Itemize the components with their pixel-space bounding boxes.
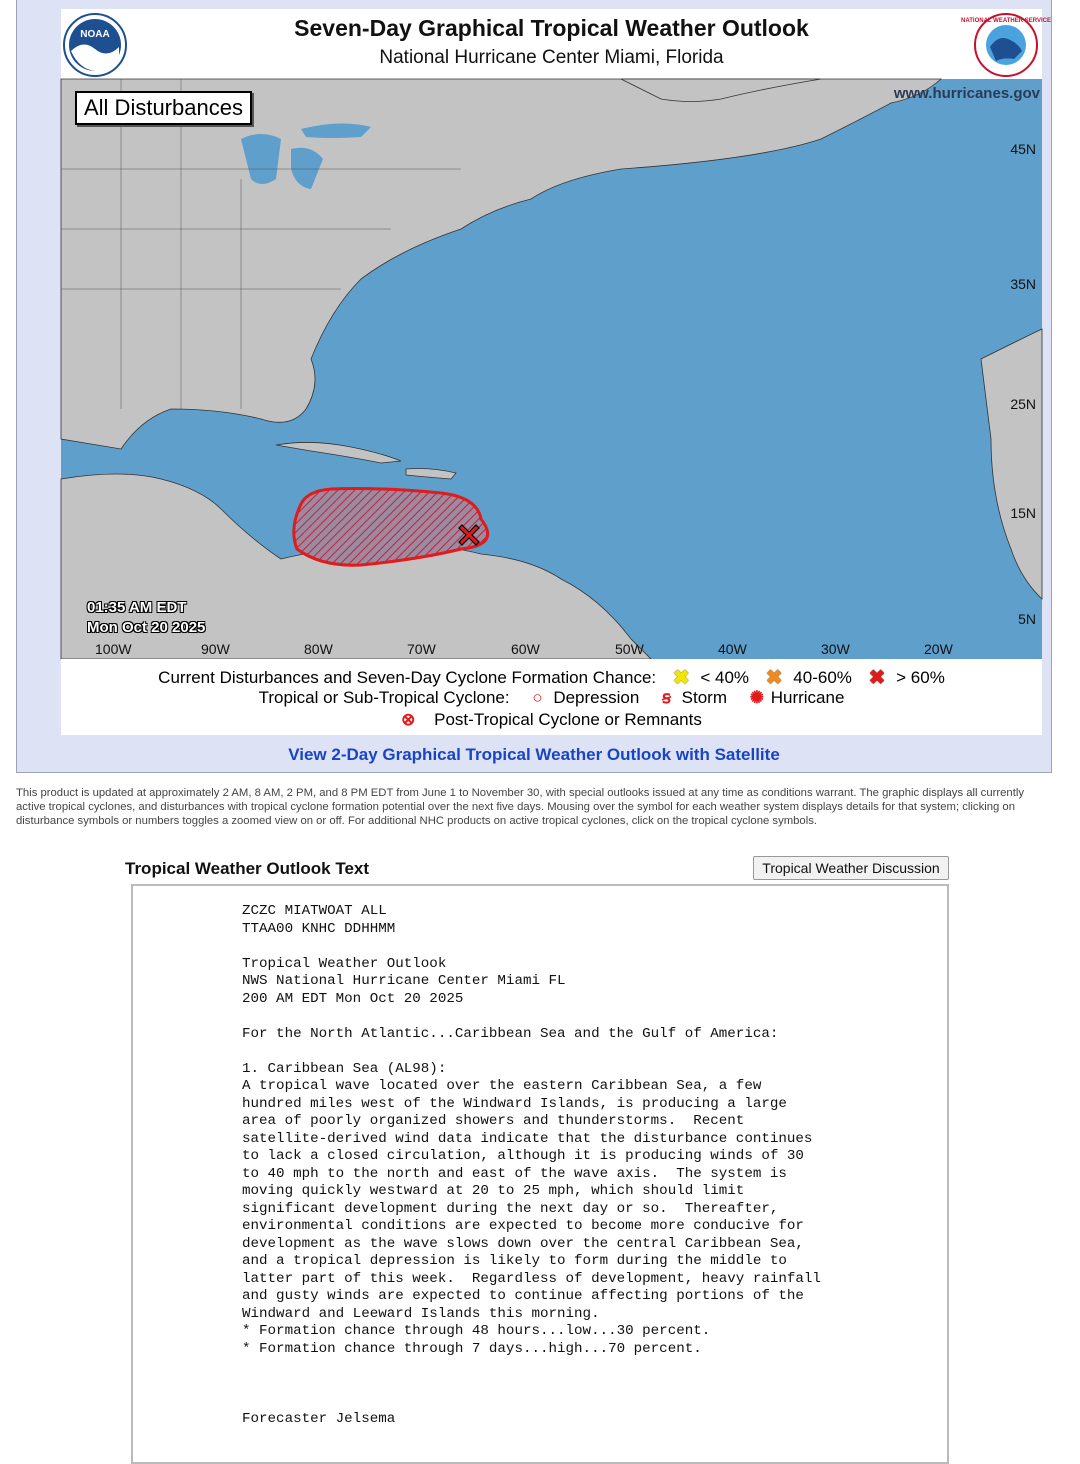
- legend-hurricane: Hurricane: [770, 687, 845, 707]
- atlantic-map[interactable]: [61, 79, 1042, 659]
- legend-cyclone-label: Tropical or Sub-Tropical Cyclone:: [258, 687, 510, 707]
- latitude-label: 35N: [1010, 276, 1036, 292]
- legend-depression: Depression: [553, 687, 640, 707]
- latitude-label: 25N: [1010, 396, 1036, 412]
- site-label: www.hurricanes.gov: [893, 85, 1040, 102]
- longitude-label: 20W: [924, 641, 953, 657]
- two-day-outlook-link[interactable]: View 2-Day Graphical Tropical Weather Outlook with Satellite: [288, 745, 780, 764]
- legend-storm: Storm: [681, 687, 727, 707]
- medium-chance-icon: ✖: [765, 667, 783, 689]
- low-chance-icon: ✖: [672, 667, 690, 689]
- latitude-label: 5N: [1018, 611, 1036, 627]
- post-tropical-icon: ⊗: [401, 709, 416, 729]
- disturbance-overlay: [61, 79, 1042, 659]
- longitude-label: 70W: [407, 641, 436, 657]
- legend-medium: 40-60%: [793, 667, 852, 687]
- longitude-label: 40W: [718, 641, 747, 657]
- update-note: This product is updated at approximately 2 AM, 8 AM, 2 PM, and 8 PM EDT from June 1 to November 30, with special outlooks issued at any time as conditions warrant. The graphic displays all currently active tropical cyclones, and disturbances with tropical cyclone formation potential over the next five days. Mousing over the symbol for each weather system displays details for that system; clicking on disturbance symbols or numbers toggles a zoomed view on or off. For additional NHC products on active tropical cyclones, click on the tropical cyclone symbols.: [16, 787, 1024, 827]
- disturbance-count-strip: [17, 0, 1051, 9]
- issue-time: 01:35 AM EDT: [87, 599, 187, 616]
- svg-text:NOAA: NOAA: [80, 29, 110, 40]
- outlook-text-box[interactable]: [131, 884, 949, 1464]
- longitude-label: 80W: [304, 641, 333, 657]
- graphic-header: [61, 9, 1051, 79]
- svg-text:NATIONAL WEATHER SERVICE: NATIONAL WEATHER SERVICE: [961, 18, 1051, 24]
- graphic-title: Seven-Day Graphical Tropical Weather Outlook: [294, 15, 809, 41]
- issue-date: Mon Oct 20 2025: [87, 619, 206, 636]
- map-legend: [61, 659, 1042, 735]
- longitude-label: 60W: [511, 641, 540, 657]
- legend-post-tropical: Post-Tropical Cyclone or Remnants: [434, 709, 702, 729]
- longitude-label: 50W: [615, 641, 644, 657]
- disturbance-area[interactable]: [294, 489, 488, 566]
- high-chance-icon: ✖: [868, 667, 886, 689]
- longitude-label: 30W: [821, 641, 850, 657]
- depression-icon: ○: [532, 687, 543, 707]
- hurricane-icon: ✺: [749, 687, 764, 707]
- longitude-label: 100W: [95, 641, 132, 657]
- legend-high: > 60%: [896, 667, 945, 687]
- scope-label: All Disturbances: [75, 91, 252, 125]
- outlook-graphic: [61, 9, 1051, 735]
- latitude-label: 15N: [1010, 505, 1036, 521]
- longitude-label: 90W: [201, 641, 230, 657]
- outlook-text: ZCZC MIATWOAT ALL TTAA00 KNHC DDHHMM Tropical Weather Outlook NWS National Hurricane Center Miami FL 200 AM EDT Mon Oct 20 2025 For the North Atlantic...Caribbean Sea and the Gulf of America: 1. Caribbean Sea (AL98): A tropical wave located over the eastern Caribbean Sea, a few hundred miles west of the Windward Islands, is producing a large area of poorly organized showers and thunderstorms. Recent satellite-derived wind data indicate that the disturbance continues to lack a closed circulation, although it is producing winds of 30 to 40 mph to the north and east of the wave axis. The system is moving quickly westward at 20 to 25 mph, which should limit significant development during the next day or so. Thereafter, environmental conditions are expected to become more conducive for development as the wave slows down over the central Caribbean Sea, and a tropical depression is likely to form during the middle to latter part of this week. Regardless of development, heavy rainfall and gusty winds are expected to continue affecting portions of the Windward and Leeward Islands this morning. * Formation chance through 48 hours...low...30 percent. * Formation chance through 7 days...high...70 percent. Forecaster Jelsema: [242, 903, 821, 1427]
- storm-icon: ꞩ: [662, 687, 671, 707]
- national-weather-service-logo: [961, 13, 1051, 77]
- outlook-panel: [16, 0, 1052, 773]
- latitude-label: 45N: [1010, 141, 1036, 157]
- outlook-text-heading: Tropical Weather Outlook Text: [125, 859, 370, 878]
- tropical-weather-discussion-button[interactable]: Tropical Weather Discussion: [753, 856, 949, 880]
- legend-low: < 40%: [700, 667, 750, 687]
- legend-formation-label: Current Disturbances and Seven-Day Cyclone Formation Chance:: [158, 667, 657, 687]
- graphic-subtitle: National Hurricane Center Miami, Florida: [379, 47, 724, 68]
